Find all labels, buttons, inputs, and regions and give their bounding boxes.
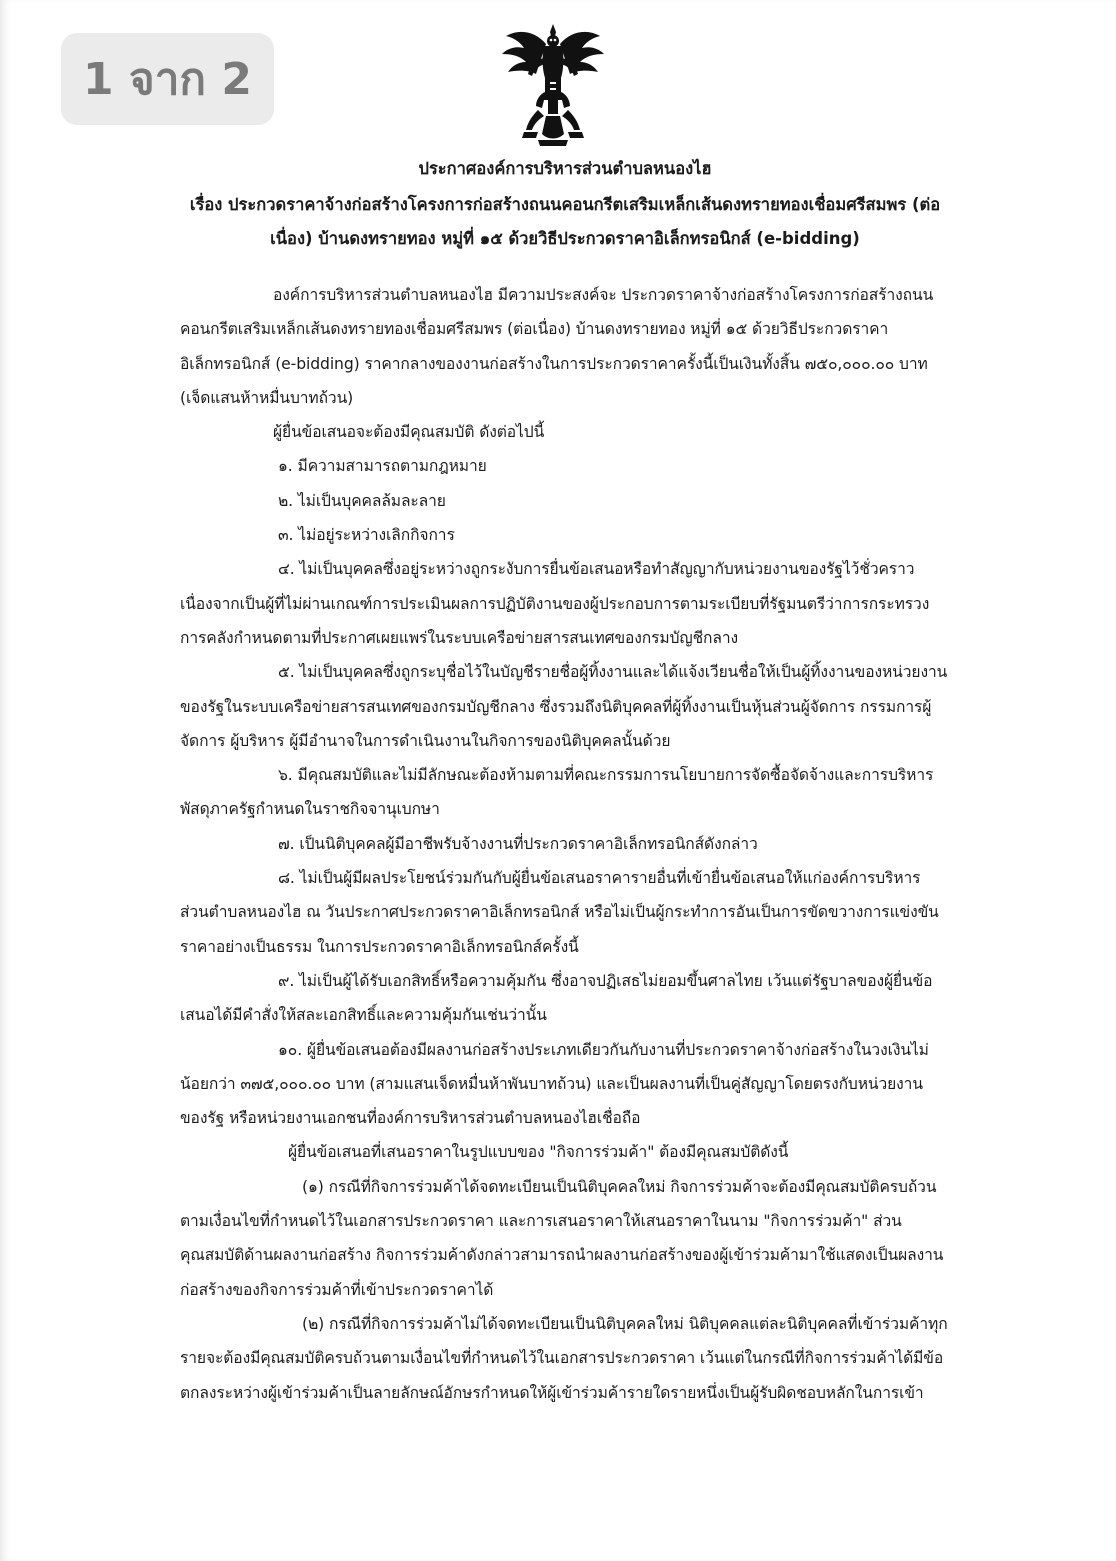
announcement-body bbox=[180, 278, 950, 1410]
qualification-item-5-cont: จัดการ ผู้บริหาร ผู้มีอำนาจในการดำเนินงานในกิจการของนิติบุคคลนั้นด้วย bbox=[180, 731, 671, 750]
joint-venture-case-2-cont: ตกลงระหว่างผู้เข้าร่วมค้าเป็นลายลักษณ์อักษรกำหนดให้ผู้เข้าร่วมค้ารายใดรายหนึ่งเป็นผู้รับผิดชอบหลักในการเข้า bbox=[180, 1383, 924, 1402]
qualification-item-4-cont: การคลังกำหนดตามที่ประกาศเผยแพร่ในระบบเครือข่ายสารสนเทศของกรมบัญชีกลาง bbox=[180, 628, 739, 647]
qualification-item-4-cont: เนื่องจากเป็นผู้ที่ไม่ผ่านเกณฑ์การประเมินผลการปฏิบัติงานของผู้ประกอบการตามระเบียบที่รัฐมนตรีว่าการกระทรวง bbox=[180, 594, 930, 613]
qualification-item-4: ๔. ไม่เป็นบุคคลซึ่งอยู่ระหว่างถูกระงับการยื่นข้อเสนอหรือทำสัญญากับหน่วยงานของรัฐไว้ชั่วคราว bbox=[278, 560, 915, 579]
qualification-item-6-cont: พัสดุภาครัฐกำหนดในราชกิจจานุเบกษา bbox=[180, 800, 440, 819]
qualification-item-5: ๕. ไม่เป็นบุคคลซึ่งถูกระบุชื่อไว้ในบัญชีรายชื่อผู้ทิ้งงานและได้แจ้งเวียนชื่อให้เป็นผู้ทิ้งงานของหน่วยงาน bbox=[278, 663, 948, 682]
qualification-item-6: ๖. มีคุณสมบัติและไม่มีลักษณะต้องห้ามตามที่คณะกรรมการนโยบายการจัดซื้อจัดจ้างและการบริหาร bbox=[278, 766, 934, 785]
joint-venture-case-2-cont: รายจะต้องมีคุณสมบัติครบถ้วนตามเงื่อนไขที่กำหนดไว้ในเอกสารประกวดราคา เว้นแต่ในกรณีที่กิจการร่วมค้าได้มีข้อ bbox=[180, 1349, 944, 1368]
qualification-item-9: ๙. ไม่เป็นผู้ได้รับเอกสิทธิ์หรือความคุ้มกัน ซึ่งอาจปฏิเสธไม่ยอมขึ้นศาลไทย เว้นแต่รัฐบาลของผู้ยื่นข้อ bbox=[278, 971, 933, 990]
intro-line: (เจ็ดแสนห้าหมื่นบาทถ้วน) bbox=[180, 388, 354, 407]
qualification-item-10-cont: น้อยกว่า ๓๗๕,๐๐๐.๐๐ บาท (สามแสนเจ็ดหมื่นห้าพันบาทถ้วน) และเป็นผลงานที่เป็นคู่สัญญาโดยตรงกับหน่วยงาน bbox=[180, 1074, 923, 1093]
intro-line: อิเล็กทรอนิกส์ (e-bidding) ราคากลางของงานก่อสร้างในการประกวดราคาครั้งนี้เป็นเงินทั้งสิ้น ๗๕๐,๐๐๐.๐๐ บาท bbox=[180, 354, 928, 373]
qualification-item-10: ๑๐. ผู้ยื่นข้อเสนอต้องมีผลงานก่อสร้างประเภทเดียวกันกับงานที่ประกวดราคาจ้างก่อสร้างในวงเงินไม่ bbox=[278, 1040, 929, 1059]
announcement bbox=[180, 150, 950, 1410]
qualification-item-8: ๘. ไม่เป็นผู้มีผลประโยชน์ร่วมกันกับผู้ยื่นข้อเสนอราคารายอื่นที่เข้ายื่นข้อเสนอให้แก่องค์การบริหาร bbox=[278, 869, 921, 888]
announcement-heading: ประกาศองค์การบริหารส่วนตำบลหนองไฮ bbox=[418, 159, 712, 178]
qualification-item-9-cont: เสนอได้มีคำสั่งให้สละเอกสิทธิ์และความคุ้มกันเช่นว่านั้น bbox=[180, 1006, 547, 1025]
garuda-emblem-icon bbox=[498, 22, 608, 148]
qualification-item-2: ๒. ไม่เป็นบุคคลล้มละลาย bbox=[278, 491, 446, 510]
qualification-item-8-cont: ราคาอย่างเป็นธรรม ในการประกวดราคาอิเล็กทรอนิกส์ครั้งนี้ bbox=[180, 937, 579, 956]
page-indicator: 1 จาก 2 bbox=[61, 33, 274, 125]
subject-line-1: เรื่อง ประกวดราคาจ้างก่อสร้างโครงการก่อสร้างถนนคอนกรีตเสริมเหล็กเส้นดงทรายทองเชื่อมศรีสมพร (ต่อ bbox=[189, 195, 941, 214]
qualification-item-7: ๗. เป็นนิติบุคคลผู้มีอาชีพรับจ้างงานที่ประกวดราคาอิเล็กทรอนิกส์ดังกล่าว bbox=[278, 834, 758, 853]
subject-line-2: เนื่อง) บ้านดงทรายทอง หมู่ที่ ๑๕ ด้วยวิธีประกวดราคาอิเล็กทรอนิกส์ (e-bidding) bbox=[270, 229, 860, 248]
intro-line: คอนกรีตเสริมเหล็กเส้นดงทรายทองเชื่อมศรีสมพร (ต่อเนื่อง) บ้านดงทรายทอง หมู่ที่ ๑๕ ด้วยวิธีประกวดราคา bbox=[180, 320, 889, 339]
joint-venture-case-1-cont: ตามเงื่อนไขที่กำหนดไว้ในเอกสารประกวดราคา และการเสนอราคาให้เสนอราคาในนาม "กิจการร่วมค้า" ส่วน bbox=[180, 1212, 902, 1231]
qualification-item-10-cont: ของรัฐ หรือหน่วยงานเอกชนที่องค์การบริหารส่วนตำบลหนองไฮเชื่อถือ bbox=[180, 1109, 641, 1128]
joint-venture-case-2: (๒) กรณีที่กิจการร่วมค้าไม่ได้จดทะเบียนเป็นนิติบุคคลใหม่ นิติบุคคลแต่ละนิติบุคคลที่เข้าร่วมค้าทุก bbox=[302, 1314, 948, 1333]
joint-venture-case-1-cont: คุณสมบัติด้านผลงานก่อสร้าง กิจการร่วมค้าดังกล่าวสามารถนำผลงานก่อสร้างของผู้เข้าร่วมค้ามาใช้แสดงเป็นผลงาน bbox=[180, 1246, 944, 1265]
qualification-item-3: ๓. ไม่อยู่ระหว่างเลิกกิจการ bbox=[278, 526, 455, 545]
qualification-item-5-cont: ของรัฐในระบบเครือข่ายสารสนเทศของกรมบัญชีกลาง ซึ่งรวมถึงนิติบุคคลที่ผู้ทิ้งงานเป็นหุ้นส่วนผู้จัดการ กรรมการผู้ bbox=[180, 697, 932, 716]
qualification-heading: ผู้ยื่นข้อเสนอจะต้องมีคุณสมบัติ ดังต่อไปนี้ bbox=[273, 423, 545, 442]
qualification-item-8-cont: ส่วนตำบลหนองไฮ ณ วันประกาศประกวดราคาอิเล็กทรอนิกส์ หรือไม่เป็นผู้กระทำการอันเป็นการขัดขวางการแข่งขัน bbox=[180, 903, 939, 922]
joint-venture-heading: ผู้ยื่นข้อเสนอที่เสนอราคาในรูปแบบของ "กิจการร่วมค้า" ต้องมีคุณสมบัติดังนี้ bbox=[288, 1143, 789, 1162]
qualification-item-1: ๑. มีความสามารถตามกฎหมาย bbox=[278, 457, 487, 476]
joint-venture-case-1-cont: ก่อสร้างของกิจการร่วมค้าที่เข้าประกวดราคาได้ bbox=[180, 1280, 494, 1299]
intro-line: องค์การบริหารส่วนตำบลหนองไฮ มีความประสงค์จะ ประกวดราคาจ้างก่อสร้างโครงการก่อสร้างถนน bbox=[273, 286, 934, 304]
joint-venture-case-1: (๑) กรณีที่กิจการร่วมค้าได้จดทะเบียนเป็นนิติบุคคลใหม่ กิจการร่วมค้าจะต้องมีคุณสมบัติครบถ้วน bbox=[302, 1177, 937, 1196]
